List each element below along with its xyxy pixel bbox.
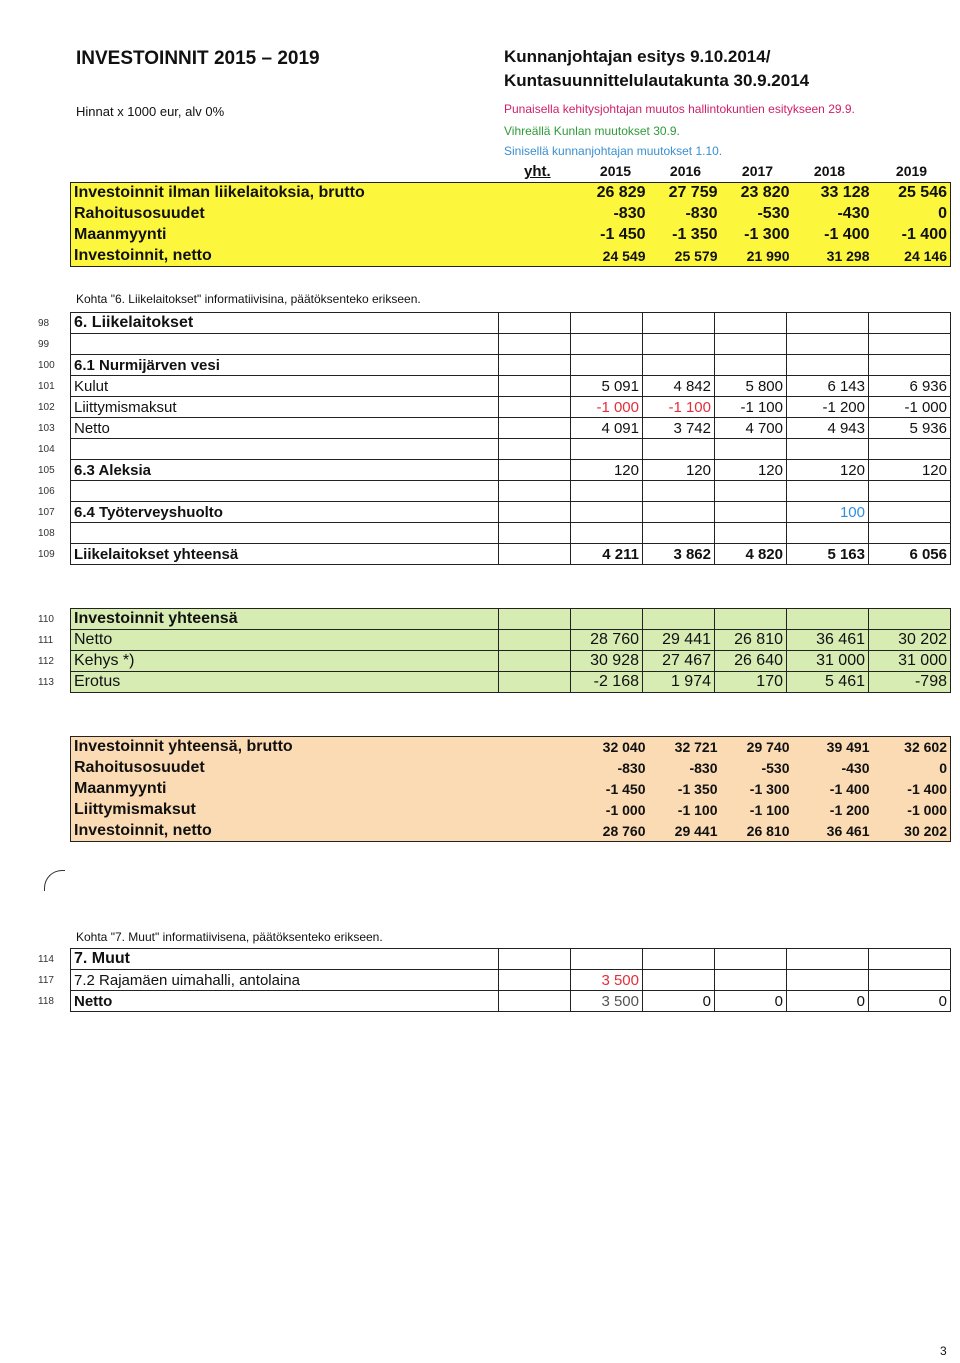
row-label [71,334,499,355]
cell: -830 [685,205,718,222]
row-label: Maanmyynti [74,780,167,797]
change-note-blue: Sinisellä kunnanjohtajan muutokset 1.10. [504,144,723,158]
row-number: 118 [38,996,54,1007]
summary-row [71,821,951,842]
spacer-cell [499,630,571,651]
row-number: 99 [38,339,50,350]
cell: -1 400 [901,226,947,243]
cell [643,313,715,334]
cell: -1 350 [677,781,718,797]
cell [643,609,715,630]
cell: 0 [939,760,947,776]
cell: -1 400 [907,781,947,797]
cell: 26 640 [715,651,787,672]
year-header: 2017 [741,163,774,179]
cell: 170 [715,672,787,693]
cell [787,949,869,970]
cell: 26 829 [596,184,646,202]
cell: 29 441 [643,630,715,651]
cell: 30 202 [869,630,951,651]
change-note-green: Vihreällä Kunlan muutokset 30.9. [504,124,680,138]
spacer-cell [499,523,571,544]
spacer-cell [499,355,571,376]
row-label: Maanmyynti [74,226,167,243]
cell: 120 [787,460,869,481]
summary-row [71,204,951,225]
cell: 36 461 [826,822,870,839]
table-row [71,439,951,460]
cell: 24 146 [904,247,947,264]
spacer-cell [499,334,571,355]
row-label: Liikelaitokset yhteensä [71,544,499,565]
cell: -1 400 [829,781,870,797]
cell: 30 928 [571,651,643,672]
cell: 28 760 [571,630,643,651]
cell: 5 461 [787,672,869,693]
spacer-cell [499,970,571,991]
cell [715,313,787,334]
cell [787,523,869,544]
table-row [71,376,951,397]
summary-row [71,183,951,204]
cell [643,970,715,991]
row-number: 117 [38,975,54,986]
row-label: Erotus [71,672,499,693]
table-row [71,418,951,439]
subtitle-line2: Kuntasuunnittelulautakunta 30.9.2014 [504,71,810,90]
cell: 25 546 [898,184,947,202]
cell: 5 091 [571,376,643,397]
page-number: 3 [940,1344,947,1358]
cell: -1 000 [869,397,951,418]
table-row [71,970,951,991]
cell: 6 056 [869,544,951,565]
cell [571,481,643,502]
table-row [71,313,951,334]
cell: -1 000 [907,802,947,818]
cell: -830 [613,205,646,222]
cell: 0 [869,991,951,1012]
table-row [71,609,951,630]
row-number: 112 [38,656,54,667]
subtitle-line1: Kunnanjohtajan esitys 9.10.2014/ [504,47,771,66]
cell [869,502,951,523]
row-label [71,439,499,460]
cell [787,609,869,630]
spacer-cell [499,949,571,970]
cell: 25 579 [674,247,718,264]
row-number: 106 [38,486,55,497]
row-number: 113 [38,677,54,688]
row-label: Kehys *) [71,651,499,672]
row-number: 111 [38,635,54,646]
cell: 31 000 [869,651,951,672]
cell [787,481,869,502]
cell: 26 810 [746,822,790,839]
cell [869,481,951,502]
cell: -1 100 [749,802,790,818]
row-number: 109 [38,549,55,560]
cell: -1 450 [600,226,646,243]
row-label: Liittymismaksut [74,801,196,818]
liikelaitokset-table [70,312,951,565]
row-label: Kulut [71,376,499,397]
spacer-cell [499,991,571,1012]
change-note-red: Punaisella kehitysjohtajan muutos hallintokuntien esitykseen 29.9. [504,102,855,116]
row-number: 104 [38,444,55,455]
cell: -1 200 [829,802,870,818]
cell [571,609,643,630]
cell [715,609,787,630]
row-label: Investoinnit yhteensä, brutto [74,738,293,756]
page-title: INVESTOINNIT 2015 – 2019 [76,48,320,69]
cell: 5 163 [787,544,869,565]
cell: 1 974 [643,672,715,693]
cell: -430 [841,760,870,776]
cell: -1 200 [787,397,869,418]
spacer-cell [499,397,571,418]
cell: 23 820 [740,184,790,202]
cell: -1 100 [643,397,715,418]
cell: -1 100 [715,397,787,418]
row-label: 6.4 Työterveyshuolto [71,502,499,523]
spacer-cell [499,313,571,334]
cell: -430 [837,205,870,222]
table-row [71,630,951,651]
year-header: 2019 [895,163,928,179]
cell [715,502,787,523]
cell [787,355,869,376]
cell [715,481,787,502]
cell [571,523,643,544]
spacer-cell [499,544,571,565]
cell [787,334,869,355]
cell: 0 [715,991,787,1012]
row-number: 108 [38,528,55,539]
cell: 5 936 [869,418,951,439]
row-label: Investoinnit ilman liikelaitoksia, brutto [74,184,365,202]
spacer-cell [499,418,571,439]
summary-row [71,225,951,246]
row-label: Netto [71,991,499,1012]
row-number: 102 [38,402,55,413]
cell [571,502,643,523]
cell [643,439,715,460]
cell: 120 [869,460,951,481]
liikelaitokset-note: Kohta "6. Liikelaitokset" informatiivisina, päätöksenteko erikseen. [76,292,421,306]
row-number: 114 [38,954,54,965]
cell [571,313,643,334]
cell: -1 000 [571,397,643,418]
spacer-cell [499,609,571,630]
cell: 36 461 [787,630,869,651]
table-row [71,949,951,970]
table-row [71,460,951,481]
cell: 4 091 [571,418,643,439]
summary-row [71,758,951,779]
row-number: 105 [38,465,55,476]
prices-note: Hinnat x 1000 eur, alv 0% [76,104,225,119]
cell: 32 721 [674,739,718,756]
cell: -1 350 [672,226,718,243]
table-row [71,397,951,418]
row-label: Investoinnit, netto [74,246,212,264]
year-header: 2018 [813,163,846,179]
row-number: 103 [38,423,55,434]
row-number: 110 [38,614,54,625]
row-label: 7.2 Rajamäen uimahalli, antolaina [71,970,499,991]
row-label: 6.3 Aleksia [71,460,499,481]
cell: 4 211 [571,544,643,565]
corner-mark [44,870,65,891]
cell: 0 [787,991,869,1012]
row-number: 100 [38,360,55,371]
table-row [71,672,951,693]
cell: 39 491 [826,739,870,756]
row-label: Netto [71,630,499,651]
cell: 120 [643,460,715,481]
cell: -1 300 [744,226,790,243]
row-label: Investoinnit, netto [74,821,212,839]
cell [571,949,643,970]
summary-row [71,800,951,821]
cell: 4 943 [787,418,869,439]
spacer-cell [499,651,571,672]
table-row [71,502,951,523]
cell [643,481,715,502]
summary-row [71,246,951,267]
table-row [71,544,951,565]
cell [869,970,951,991]
row-label: 7. Muut [71,949,499,970]
summary-row [71,779,951,800]
cell: 4 842 [643,376,715,397]
cell: -530 [757,205,790,222]
cell [869,439,951,460]
cell: 27 759 [668,184,718,202]
row-label: Investoinnit yhteensä [71,609,499,630]
cell: 3 742 [643,418,715,439]
row-label: 6. Liikelaitokset [71,313,499,334]
cell: 29 740 [746,739,790,756]
cell: 4 700 [715,418,787,439]
summary-bottom-table [70,736,951,842]
cell [643,334,715,355]
cell: 100 [787,502,869,523]
cell: 0 [938,205,947,222]
row-label: Netto [71,418,499,439]
cell: 6 143 [787,376,869,397]
cell: 120 [571,460,643,481]
cell: 3 500 [571,970,643,991]
cell [869,609,951,630]
cell: 27 467 [643,651,715,672]
row-number: 98 [38,318,50,329]
cell: 3 862 [643,544,715,565]
cell: 32 040 [602,739,646,756]
cell: -830 [617,760,646,776]
cell [787,313,869,334]
cell: 29 441 [674,822,718,839]
summary-row [71,737,951,758]
cell [643,355,715,376]
cell [787,439,869,460]
cell [869,313,951,334]
cell: -798 [869,672,951,693]
cell: 33 128 [820,184,870,202]
cell: 31 000 [787,651,869,672]
spacer-cell [499,376,571,397]
spacer-cell [499,672,571,693]
table-row [71,991,951,1012]
spacer-cell [499,460,571,481]
investoinnit-yhteensa-table [70,608,951,693]
cell [643,523,715,544]
row-label: Rahoitusosuudet [74,759,205,776]
muut-table [70,948,951,1012]
table-row [71,523,951,544]
cell [571,355,643,376]
cell [869,949,951,970]
cell: 30 202 [904,822,947,839]
cell [715,523,787,544]
row-label [71,481,499,502]
cell: -1 450 [605,781,646,797]
cell [643,949,715,970]
cell [571,334,643,355]
cell: -1 000 [605,802,646,818]
cell: 26 810 [715,630,787,651]
cell [715,334,787,355]
spacer-cell [499,481,571,502]
row-label: Rahoitusosuudet [74,205,205,222]
cell: 0 [643,991,715,1012]
year-header: 2015 [599,163,632,179]
cell [715,970,787,991]
row-number: 101 [38,381,55,392]
col-yht: yht. [524,163,551,180]
cell: 5 800 [715,376,787,397]
spacer-cell [499,439,571,460]
cell: 4 820 [715,544,787,565]
cell: -1 300 [749,781,790,797]
cell [715,439,787,460]
cell: -1 100 [677,802,718,818]
cell [869,523,951,544]
cell [715,355,787,376]
row-number: 107 [38,507,55,518]
summary-top-table [70,182,951,267]
cell: 6 936 [869,376,951,397]
cell [643,502,715,523]
cell [869,355,951,376]
cell: 21 990 [746,247,790,264]
table-row [71,481,951,502]
muut-note: Kohta "7. Muut" informatiivisena, päätöksenteko erikseen. [76,930,383,944]
cell: 32 602 [904,739,947,756]
cell [869,334,951,355]
year-header: 2016 [669,163,702,179]
cell: 31 298 [826,247,870,264]
spacer-cell [499,502,571,523]
cell: -530 [761,760,790,776]
cell: -1 400 [824,226,870,243]
row-label: 6.1 Nurmijärven vesi [71,355,499,376]
cell [715,949,787,970]
cell: -2 168 [571,672,643,693]
table-row [71,334,951,355]
cell: 24 549 [602,247,646,264]
cell [571,439,643,460]
cell: -830 [689,760,718,776]
table-row [71,355,951,376]
table-row [71,651,951,672]
cell: 120 [715,460,787,481]
row-label [71,523,499,544]
cell: 28 760 [602,822,646,839]
row-label: Liittymismaksut [71,397,499,418]
cell [787,970,869,991]
cell: 3 500 [571,991,643,1012]
